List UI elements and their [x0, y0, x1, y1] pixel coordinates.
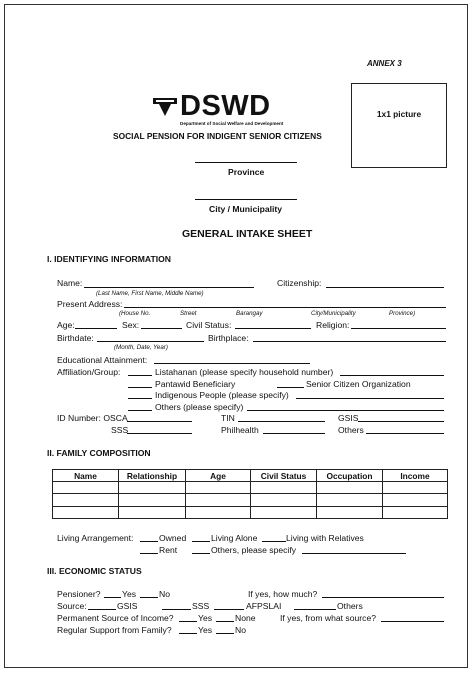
pensioner-yes-check[interactable] — [104, 597, 121, 598]
photo-label: 1x1 picture — [376, 109, 422, 119]
others-check[interactable] — [128, 410, 152, 411]
education-field[interactable] — [154, 363, 310, 364]
address-field[interactable] — [124, 307, 446, 308]
table-row — [53, 506, 448, 518]
table-cell[interactable] — [251, 494, 317, 506]
support-no-label: No — [235, 625, 246, 635]
income-yes-check[interactable] — [179, 621, 197, 622]
present-address-label: Present Address: — [57, 299, 123, 309]
family-composition-table — [52, 469, 448, 519]
civil-status-label: Civil Status: — [186, 320, 232, 330]
photo-box — [351, 83, 447, 168]
table-cell[interactable] — [186, 506, 251, 518]
birthplace-field[interactable] — [253, 341, 446, 342]
table-cell[interactable] — [383, 506, 448, 518]
table-cell[interactable] — [119, 494, 186, 506]
others-source-label: Others — [337, 601, 363, 611]
owned-check[interactable] — [140, 541, 158, 542]
afpslai-label: AFPSLAI — [246, 601, 282, 611]
afpslai-check[interactable] — [214, 609, 244, 610]
age-label: Age: — [57, 320, 75, 330]
form-title: GENERAL INTAKE SHEET — [182, 228, 313, 240]
sss-check[interactable] — [162, 609, 191, 610]
table-cell[interactable] — [53, 494, 119, 506]
name-hint: (Last Name, First Name, Middle Name) — [96, 290, 204, 297]
address-hint-city: City/Municipality — [311, 310, 356, 317]
table-row — [53, 494, 448, 506]
col-civil-status: Civil Status — [251, 470, 317, 482]
col-age: Age — [186, 470, 251, 482]
col-name: Name — [53, 470, 119, 482]
name-field[interactable] — [84, 287, 254, 288]
section1-heading: I. IDENTIFYING INFORMATION — [47, 254, 171, 264]
others-label: Others (please specify) — [155, 402, 244, 412]
philhealth-label: Philhealth — [221, 425, 259, 435]
others-living-field[interactable] — [302, 553, 406, 554]
others-living-check[interactable] — [192, 553, 210, 554]
sex-label: Sex: — [122, 320, 140, 330]
table-cell[interactable] — [251, 482, 317, 494]
birthdate-label: Birthdate: — [57, 333, 94, 343]
citizenship-field[interactable] — [326, 287, 444, 288]
birthdate-field[interactable] — [97, 341, 204, 342]
pensioner-no-label: No — [159, 589, 170, 599]
birthdate-hint: (Month, Date, Year) — [114, 344, 168, 351]
table-cell[interactable] — [53, 506, 119, 518]
table-cell[interactable] — [251, 506, 317, 518]
table-cell[interactable] — [53, 482, 119, 494]
table-cell[interactable] — [317, 506, 383, 518]
pantawid-label: Pantawid Beneficiary — [155, 379, 236, 389]
listahanan-label: Listahanan (please specify household number) — [155, 367, 334, 377]
affiliation-label: Affiliation/Group: — [57, 367, 121, 377]
income-none-label: None — [235, 613, 256, 623]
support-yes-check[interactable] — [179, 633, 197, 634]
osca-field[interactable] — [127, 421, 192, 422]
pensioner-label: Pensioner? — [57, 589, 101, 599]
philhealth-field[interactable] — [263, 433, 325, 434]
program-title: SOCIAL PENSION FOR INDIGENT SENIOR CITIZENS — [113, 131, 322, 141]
indigenous-label: Indigenous People (please specify) — [155, 390, 289, 400]
pantawid-check[interactable] — [128, 387, 152, 388]
age-field[interactable] — [75, 328, 117, 329]
address-hint-house: (House No. — [119, 310, 151, 317]
religion-field[interactable] — [351, 328, 446, 329]
income-source-field[interactable] — [381, 621, 444, 622]
regular-support-label: Regular Support from Family? — [57, 625, 172, 635]
table-cell[interactable] — [119, 482, 186, 494]
living-relatives-label: Living with Relatives — [286, 533, 364, 543]
others-field[interactable] — [247, 410, 444, 411]
col-occupation: Occupation — [317, 470, 383, 482]
how-much-field[interactable] — [322, 597, 444, 598]
owned-label: Owned — [159, 533, 187, 543]
source-label: Source: — [57, 601, 87, 611]
annex-label: ANNEX 3 — [367, 59, 402, 68]
birthplace-label: Birthplace: — [208, 333, 249, 343]
living-relatives-check[interactable] — [262, 541, 286, 542]
support-yes-label: Yes — [198, 625, 213, 635]
support-no-check[interactable] — [216, 633, 234, 634]
civil-status-field[interactable] — [235, 328, 311, 329]
religion-label: Religion: — [316, 320, 350, 330]
senior-org-label: Senior Citizen Organization — [306, 379, 411, 389]
living-alone-check[interactable] — [192, 541, 210, 542]
name-label: Name: — [57, 278, 83, 288]
others-id-field[interactable] — [366, 433, 444, 434]
table-header-row — [53, 470, 448, 482]
tin-field[interactable] — [238, 421, 325, 422]
rent-check[interactable] — [140, 553, 158, 554]
dswd-logo-icon — [152, 96, 178, 118]
col-income: Income — [383, 470, 448, 482]
table-row — [53, 482, 448, 494]
table-cell[interactable] — [317, 494, 383, 506]
gsis-field[interactable] — [358, 421, 444, 422]
table-cell[interactable] — [186, 494, 251, 506]
col-relationship: Relationship — [119, 470, 186, 482]
table-cell[interactable] — [383, 494, 448, 506]
sex-field[interactable] — [141, 328, 182, 329]
table-cell[interactable] — [317, 482, 383, 494]
id-number-osca-label: ID Number: OSCA — [57, 413, 128, 423]
dswd-logo-text: DSWD — [180, 90, 271, 122]
section2-heading: II. FAMILY COMPOSITION — [47, 448, 151, 458]
address-hint-province: Province) — [389, 310, 416, 317]
citizenship-label: Citizenship: — [277, 278, 322, 288]
tin-label: TIN — [221, 413, 235, 423]
city-field[interactable] — [195, 199, 297, 200]
sss-field[interactable] — [127, 433, 192, 434]
living-alone-label: Living Alone — [211, 533, 258, 543]
income-none-check[interactable] — [216, 621, 234, 622]
province-field[interactable] — [195, 162, 297, 163]
section3-heading: III. ECONOMIC STATUS — [47, 566, 142, 576]
how-much-label: If yes, how much? — [248, 589, 318, 599]
province-label: Province — [228, 167, 265, 177]
address-hint-barangay: Barangay — [236, 310, 263, 317]
table-cell[interactable] — [119, 506, 186, 518]
gsis-source-label: GSIS — [117, 601, 138, 611]
address-hint-street: Street — [180, 310, 197, 317]
indigenous-field[interactable] — [296, 398, 444, 399]
dswd-logo-subtext: Department of Social Welfare and Development — [180, 121, 284, 126]
table-cell[interactable] — [186, 482, 251, 494]
living-arrangement-label: Living Arrangement: — [57, 533, 134, 543]
listahanan-check[interactable] — [128, 375, 152, 376]
sss-source-label: SSS — [192, 601, 210, 611]
others-id-label: Others — [338, 425, 364, 435]
gsis-check[interactable] — [88, 609, 116, 610]
permanent-income-label: Permanent Source of Income? — [57, 613, 174, 623]
from-what-source-label: If yes, from what source? — [280, 613, 376, 623]
education-label: Educational Attainment: — [57, 355, 148, 365]
city-label: City / Municipality — [209, 204, 283, 214]
table-cell[interactable] — [383, 482, 448, 494]
others-living-label: Others, please specify — [211, 545, 297, 555]
income-yes-label: Yes — [198, 613, 213, 623]
listahanan-field[interactable] — [340, 375, 444, 376]
pensioner-yes-label: Yes — [122, 589, 137, 599]
others-source-check[interactable] — [294, 609, 336, 610]
gsis-label: GSIS — [338, 413, 359, 423]
indigenous-check[interactable] — [128, 398, 152, 399]
rent-label: Rent — [159, 545, 178, 555]
senior-org-check[interactable] — [277, 387, 304, 388]
pensioner-no-check[interactable] — [140, 597, 158, 598]
sss-label: SSS — [111, 425, 129, 435]
